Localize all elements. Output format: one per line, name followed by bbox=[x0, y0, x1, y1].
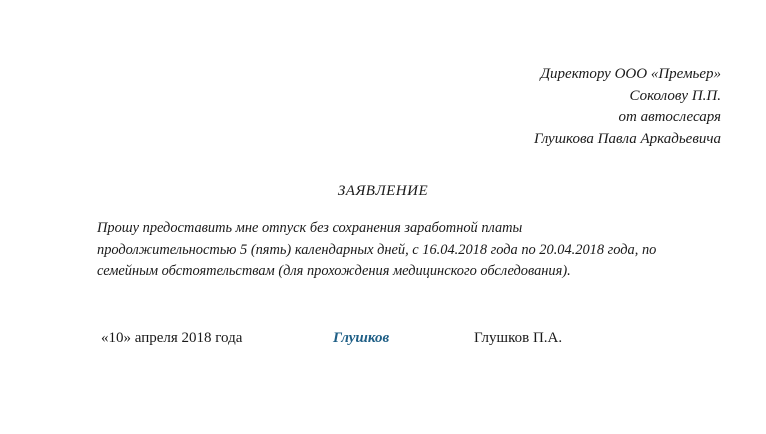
body-line-1: Прошу предоставить мне отпуск без сохранения заработной платы bbox=[97, 220, 523, 236]
document-title: ЗАЯВЛЕНИЕ bbox=[337, 183, 429, 199]
body-line-3: семейным обстоятельствам (для прохождения медицинского обследования). bbox=[97, 263, 571, 279]
addressee-line-applicant: Глушкова Павла Аркадьевича bbox=[533, 130, 721, 147]
document-date: «10» апреля 2018 года bbox=[101, 330, 243, 346]
addressee-line-from: от автослесаря bbox=[618, 109, 721, 125]
signer-name: Глушков П.А. bbox=[474, 330, 563, 346]
handwritten-signature: Глушков bbox=[333, 330, 390, 346]
addressee-block bbox=[534, 64, 721, 150]
body-line-2: продолжительностью 5 (пять) календарных дней, с 16.04.2018 года по 20.04.2018 года, по bbox=[97, 241, 657, 258]
addressee-line-director: Директору ООО «Премьер» bbox=[540, 66, 721, 82]
addressee-line-name: Соколову П.П. bbox=[629, 87, 721, 104]
document-body bbox=[97, 218, 727, 283]
